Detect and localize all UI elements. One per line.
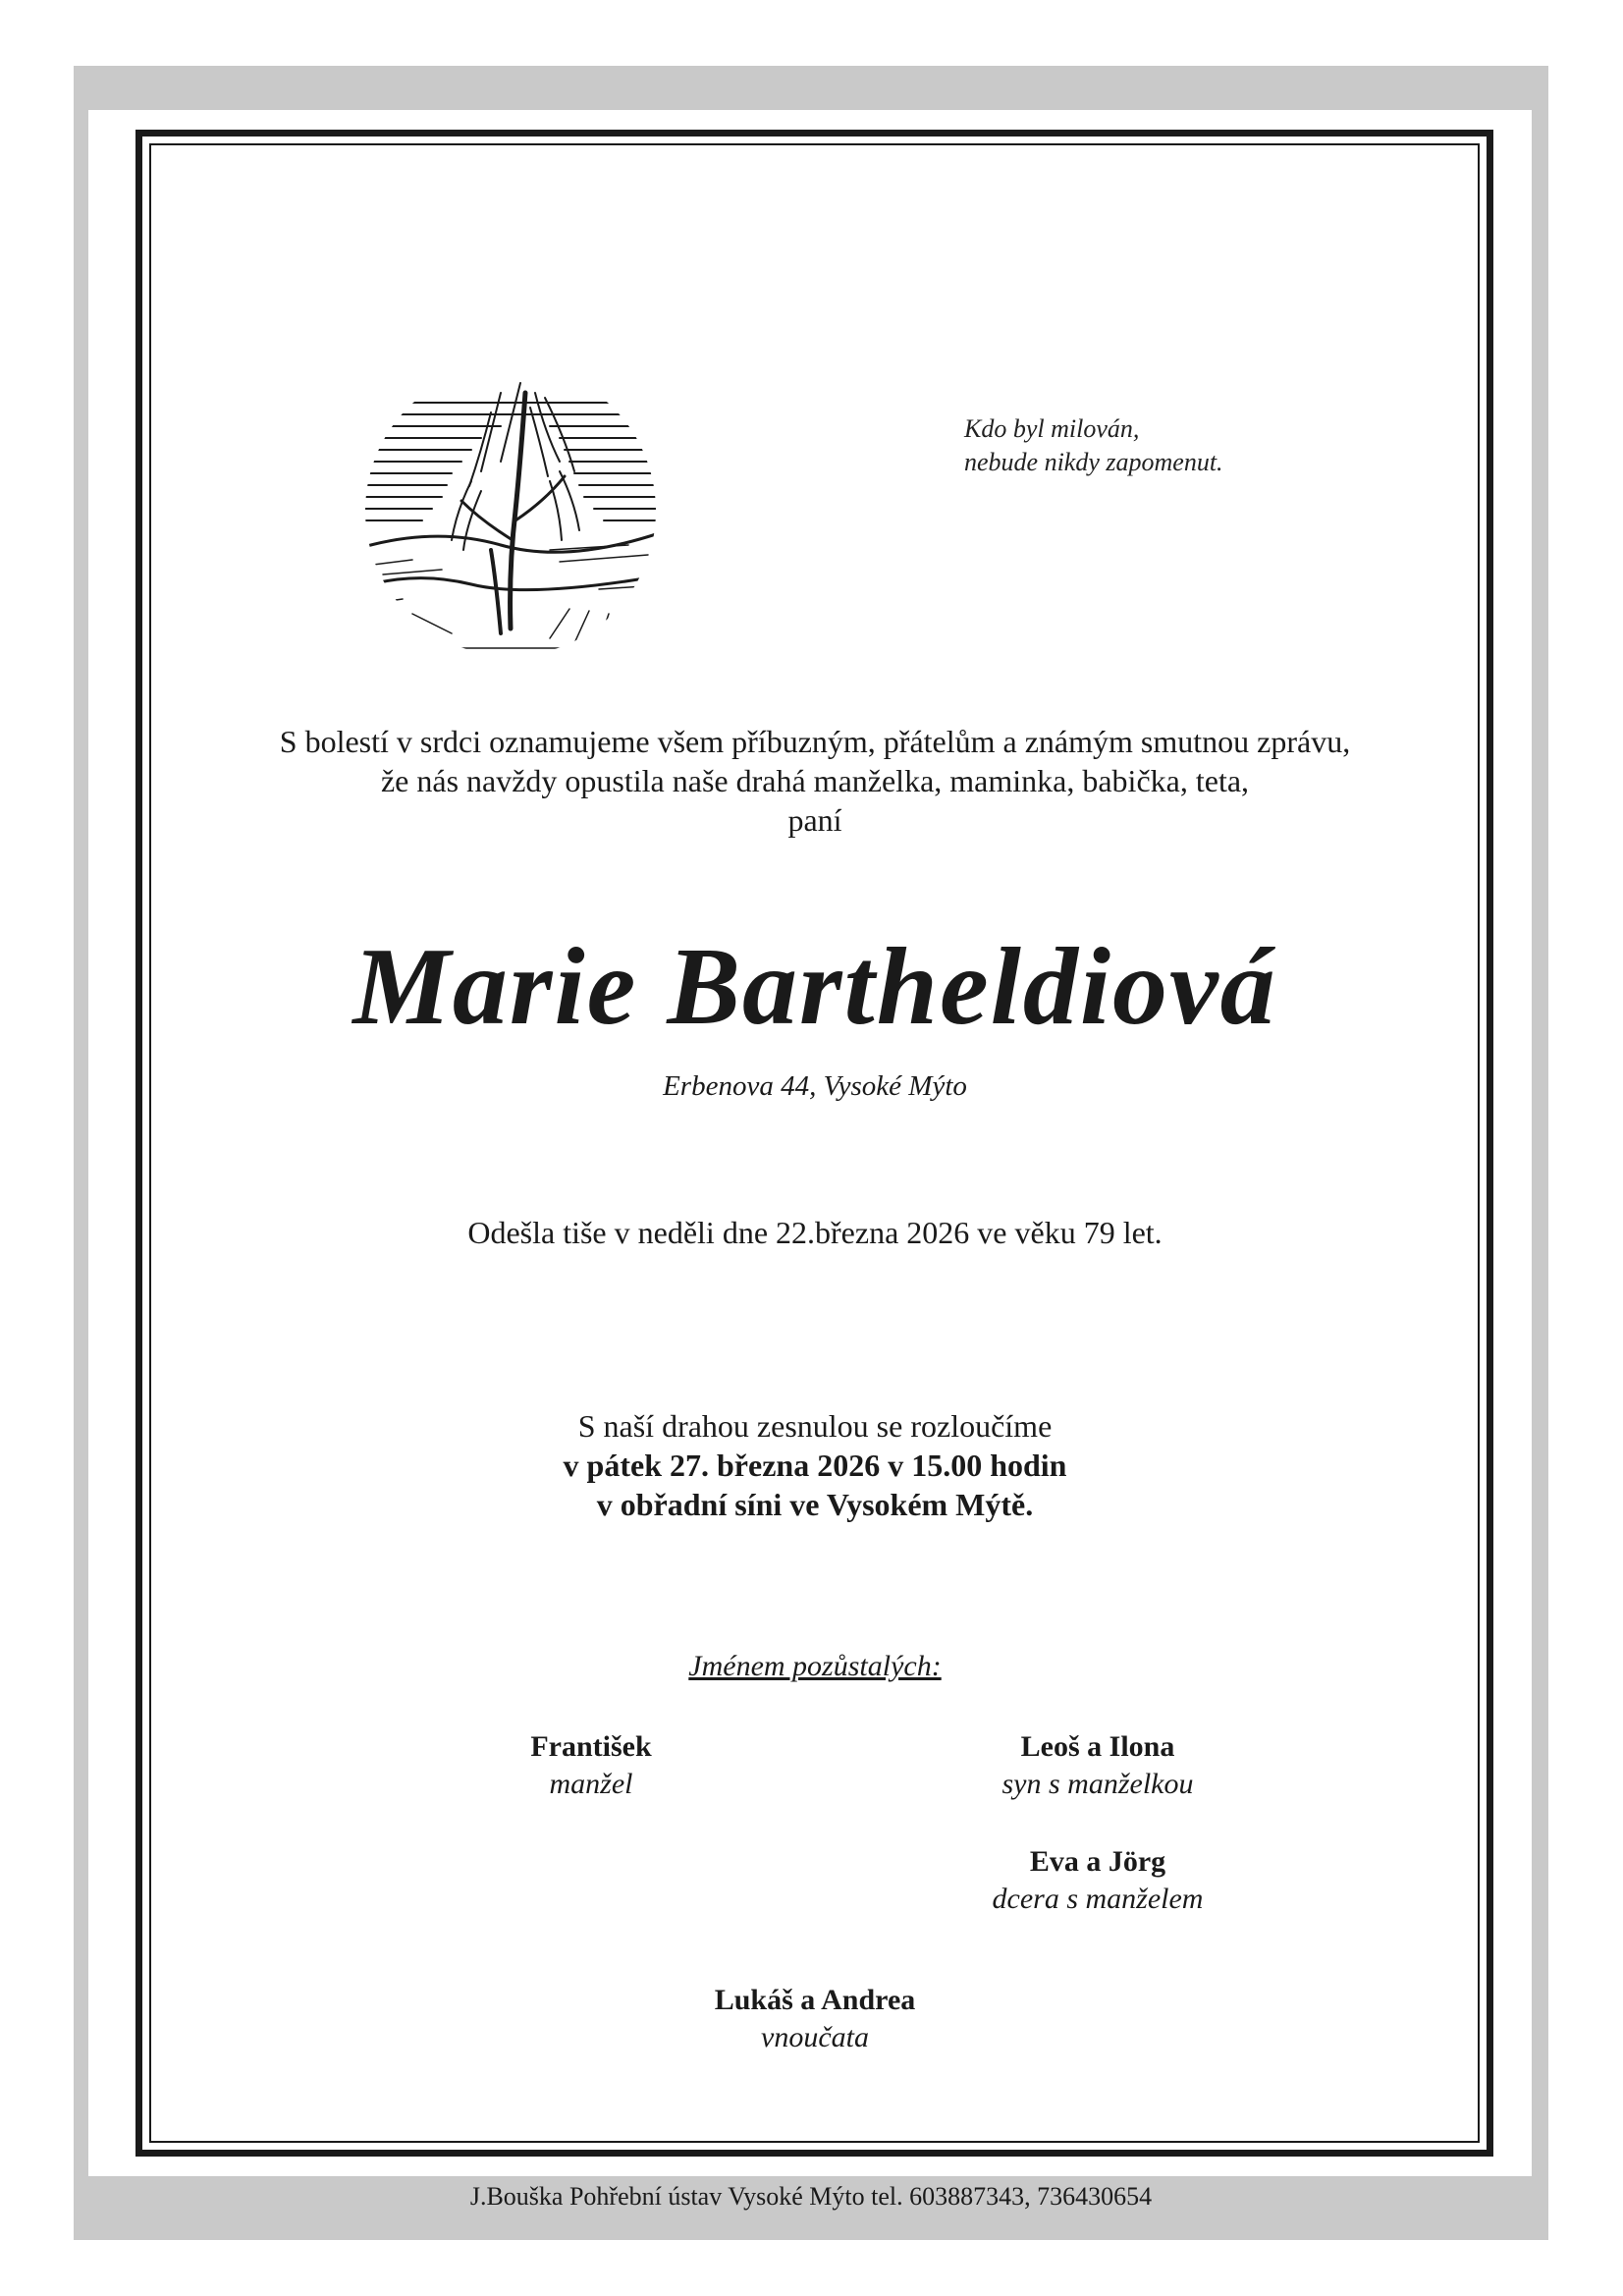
- deceased-address: Erbenova 44, Vysoké Mýto: [663, 1070, 967, 1102]
- intro-line-2: že nás navždy opustila naše drahá manželka, maminka, babička, teta,: [380, 763, 1250, 798]
- mourners-heading-text: Jménem pozůstalých:: [688, 1650, 942, 1682]
- mourner-relation: syn s manželkou: [1001, 1768, 1194, 1800]
- farewell-text: [196, 1406, 1434, 1524]
- mourner-name: Eva a Jörg: [1029, 1845, 1166, 1878]
- mourner-name: Leoš a Ilona: [1020, 1730, 1175, 1763]
- death-notice: Odešla tiše v neděli dne 22.března 2026 ve věku 79 let.: [467, 1215, 1163, 1250]
- farewell-line-1: S naší drahou zesnulou se rozloučíme: [577, 1408, 1053, 1444]
- intro-line-1: S bolestí v srdci oznamujeme všem příbuzným, přátelům a známým smutnou zprávu,: [279, 724, 1351, 759]
- farewell-date: v pátek 27. března 2026 v 15.00 hodin: [563, 1448, 1067, 1483]
- mourners-heading: [196, 1650, 1434, 1683]
- intro-text: [196, 722, 1434, 840]
- mourner-2: [901, 1728, 1294, 1803]
- mourner-3: [901, 1843, 1294, 1918]
- motto-line-2: nebude nikdy zapomenut.: [964, 448, 1223, 476]
- mourner-relation: vnoučata: [761, 2021, 869, 2053]
- mourner-name: Lukáš a Andrea: [714, 1984, 916, 2016]
- mourner-name: František: [530, 1730, 652, 1763]
- motto-line-1: Kdo byl milován,: [964, 414, 1140, 443]
- motto: [964, 412, 1223, 479]
- mourner-1: [395, 1728, 787, 1803]
- mourner-relation: dcera s manželem: [992, 1883, 1204, 1915]
- mourner-relation: manžel: [549, 1768, 633, 1800]
- intro-line-3: paní: [787, 802, 842, 838]
- tree-landscape-icon: [353, 354, 668, 668]
- deceased-name: Marie Bartheldiová: [352, 926, 1277, 1048]
- funeral-home-footer: J.Bouška Pohřební ústav Vysoké Mýto tel. 603887343, 736430654: [469, 2182, 1153, 2211]
- farewell-place: v obřadní síni ve Vysokém Mýtě.: [596, 1487, 1034, 1522]
- mourner-4: [619, 1982, 1011, 2056]
